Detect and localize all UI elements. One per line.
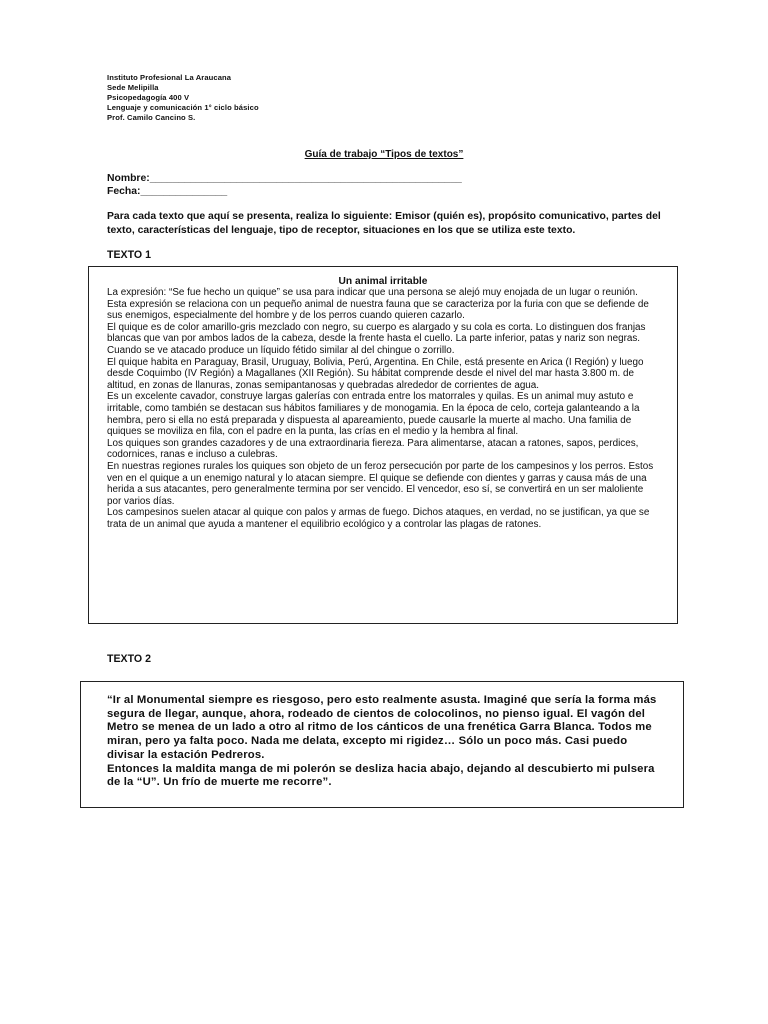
texto1-box [88, 266, 678, 624]
texto1-paragraph: Los quiques son grandes cazadores y de una extraordinaria fiereza. Para alimentarse, atacan a ratones, sapos, perdices, codornices, ranas e incluso a culebras. [107, 437, 639, 461]
texto2-paragraph: “Ir al Monumental siempre es riesgoso, pero esto realmente asusta. Imaginé que sería la forma más segura de llegar, aunque, ahora, rodeado de cientos de colocolinos, no pienso igual. El vagón del Metro se menea de un lado a otro al ritmo de los cánticos de una frenética Garra Blanca. Todos me miran, pero ya falta poco. Nada me delata, excepto mi rigidez… Sólo un poco más. Casi puedo divisar la estación Pedreros. [107, 694, 657, 761]
header-line: Sede Melipilla [107, 83, 159, 92]
form-fields [107, 173, 527, 198]
texto2-box [80, 681, 684, 808]
header-line: Psicopedagogía 400 V [107, 93, 190, 102]
texto1-label: TEXTO 1 [107, 249, 151, 261]
instructions: Para cada texto que aquí se presenta, realiza lo siguiente: Emisor (quién es), propósito comunicativo, partes del texto, características del lenguaje, tipo de receptor, situaciones en los que se utiliza este texto. [107, 211, 661, 236]
texto1-paragraph: En nuestras regiones rurales los quiques son objeto de un feroz persecución por parte de los campesinos y los perros. Estos ven en el quique a un enemigo natural y lo atacan siempre. El quique se defiende con dientes y garras y causa más de una herida a sus atacantes, pero generalmente termina por ser vencido. El vencedor, eso sí, se convertirá en un ser maloliente por varios días. [107, 460, 654, 507]
name-field: Nombre:______________________________________________________ [107, 173, 462, 184]
header-line: Prof. Camilo Cancino S. [107, 113, 196, 122]
header-line: Instituto Profesional La Araucana [107, 73, 232, 82]
texto1-paragraph: Los campesinos suelen atacar al quique con palos y armas de fuego. Dichos ataques, en verdad, no se justifican, ya que se trata de un animal que ayuda a mantener el equilibrio ecológico y a controlar las plagas de ratones. [107, 507, 650, 530]
page-title: Guía de trabajo “Tipos de textos” [304, 149, 464, 160]
header-line: Lenguaje y comunicación 1° ciclo básico [107, 103, 259, 112]
texto1-paragraph: El quique habita en Paraguay, Brasil, Uruguay, Bolivia, Perú, Argentina. En Chile, está presente en Arica (I Región) y luego desde Coquimbo (IV Región) a Magallanes (XII Región). Su hábitat comprende desde el nivel del mar hasta 3.800 m. de altitud, en zonas de llanuras, zonas semipantanosas y quebradas alrededor de corrientes de agua. [107, 356, 644, 391]
texto2-paragraph: Entonces la maldita manga de mi polerón se desliza hacia abajo, dejando al descubierto mi pulsera de la “U”. Un frío de muerte me recorre”. [107, 762, 655, 789]
texto1-paragraph: Esta expresión se relaciona con un pequeño animal de nuestra fauna que se caracteriza por la furia con que se defiende de sus enemigos, especialmente del hombre y de los perros cuando quieren cazarlo. [107, 298, 649, 322]
texto1-paragraph: La expresión: “Se fue hecho un quique” se usa para indicar que una persona se alejó muy enojada de un lugar o reunión. [107, 287, 638, 298]
institution-header [107, 73, 407, 123]
texto1-paragraph: Es un excelente cavador, construye largas galerías con entrada entre los matorrales y quilas. Es un animal muy astuto e irritable, como también se destacan sus hábitos familiares y de monogamia. En la época de celo, corteja galanteando a la hembra, pero si ella no está preparada y dispuesta al apareamiento, puede causarle la muerte al macho. Una familia de quiques se moviliza en fila, con el padre en la punta, las crías en el medio y la hembra al final. [107, 391, 640, 438]
date-field: Fecha:_______________ [107, 185, 228, 197]
texto1-paragraph: El quique es de color amarillo-gris mezclado con negro, su cuerpo es alargado y su cola es corta. Lo distinguen dos franjas blancas que van por ambos lados de la cabeza, desde la frente hasta el cuello. La parte inferior, patas y nariz son negras. Cuando se ve atacado produce un líquido fétido similar al del chingue o zorrillo. [107, 321, 646, 356]
texto2-label: TEXTO 2 [107, 653, 151, 665]
texto1-title: Un animal irritable [338, 276, 428, 287]
